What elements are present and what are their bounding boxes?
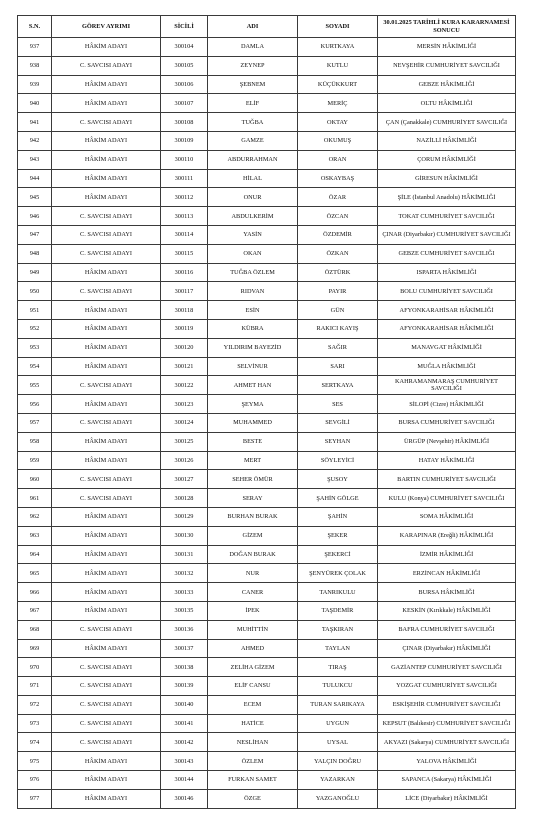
cell-duty-type: C. SAVCISI ADAYI bbox=[52, 113, 161, 132]
cell-assignment-result: GEBZE CUMHURİYET SAVCILIĞI bbox=[378, 244, 516, 263]
cell-last-name: YAZARKAN bbox=[298, 771, 378, 790]
cell-registry-no: 300116 bbox=[161, 263, 208, 282]
cell-assignment-result: AKYAZI (Sakarya) CUMHURİYET SAVCILIĞI bbox=[378, 733, 516, 752]
cell-assignment-result: LİCE (Diyarbakır) HÂKİMLİĞİ bbox=[378, 789, 516, 808]
cell-duty-type: C. SAVCISI ADAYI bbox=[52, 207, 161, 226]
cell-assignment-result: YALOVA HÂKİMLİĞİ bbox=[378, 752, 516, 771]
cell-registry-no: 300112 bbox=[161, 188, 208, 207]
cell-registry-no: 300118 bbox=[161, 301, 208, 320]
cell-first-name: HATİCE bbox=[208, 714, 298, 733]
table-row bbox=[18, 470, 516, 489]
cell-assignment-result: YOZGAT CUMHURİYET SAVCILIĞI bbox=[378, 677, 516, 696]
cell-registry-no: 300128 bbox=[161, 489, 208, 508]
cell-sn: 945 bbox=[18, 188, 52, 207]
cell-duty-type: HÂKİM ADAYI bbox=[52, 507, 161, 526]
cell-registry-no: 300131 bbox=[161, 545, 208, 564]
cell-sn: 949 bbox=[18, 263, 52, 282]
cell-last-name: TULUKCU bbox=[298, 677, 378, 696]
cell-first-name: MERT bbox=[208, 451, 298, 470]
cell-registry-no: 300111 bbox=[161, 169, 208, 188]
cell-last-name: SEVGİLİ bbox=[298, 413, 378, 432]
header-duty-type: GÖREV AYRIMI bbox=[52, 16, 161, 38]
cell-last-name: ÖZDEMİR bbox=[298, 225, 378, 244]
cell-last-name: ÖZAR bbox=[298, 188, 378, 207]
cell-first-name: ŞEYMA bbox=[208, 395, 298, 414]
cell-registry-no: 300105 bbox=[161, 56, 208, 75]
cell-duty-type: HÂKİM ADAYI bbox=[52, 395, 161, 414]
cell-duty-type: C. SAVCISI ADAYI bbox=[52, 56, 161, 75]
cell-duty-type: HÂKİM ADAYI bbox=[52, 526, 161, 545]
cell-duty-type: HÂKİM ADAYI bbox=[52, 150, 161, 169]
cell-first-name: CANER bbox=[208, 583, 298, 602]
cell-registry-no: 300142 bbox=[161, 733, 208, 752]
cell-duty-type: HÂKİM ADAYI bbox=[52, 583, 161, 602]
cell-first-name: GİZEM bbox=[208, 526, 298, 545]
cell-sn: 953 bbox=[18, 338, 52, 357]
cell-registry-no: 300130 bbox=[161, 526, 208, 545]
assignment-table bbox=[17, 15, 516, 809]
cell-registry-no: 300113 bbox=[161, 207, 208, 226]
cell-assignment-result: İZMİR HÂKİMLİĞİ bbox=[378, 545, 516, 564]
cell-sn: 955 bbox=[18, 376, 52, 395]
cell-last-name: ŞAHİN GÖLGE bbox=[298, 489, 378, 508]
cell-last-name: UYSAL bbox=[298, 733, 378, 752]
cell-first-name: AHMET HAN bbox=[208, 376, 298, 395]
cell-first-name: ÖZLEM bbox=[208, 752, 298, 771]
cell-first-name: BURHAN BURAK bbox=[208, 507, 298, 526]
cell-first-name: AHMED bbox=[208, 639, 298, 658]
header-last-name: SOYADI bbox=[298, 16, 378, 38]
cell-sn: 957 bbox=[18, 413, 52, 432]
cell-first-name: DAMLA bbox=[208, 38, 298, 57]
cell-sn: 938 bbox=[18, 56, 52, 75]
cell-assignment-result: NEVŞEHİR CUMHURİYET SAVCILIĞI bbox=[378, 56, 516, 75]
cell-duty-type: HÂKİM ADAYI bbox=[52, 451, 161, 470]
table-row bbox=[18, 94, 516, 113]
cell-duty-type: HÂKİM ADAYI bbox=[52, 319, 161, 338]
table-row bbox=[18, 56, 516, 75]
cell-assignment-result: GİRESUN HÂKİMLİĞİ bbox=[378, 169, 516, 188]
cell-duty-type: HÂKİM ADAYI bbox=[52, 564, 161, 583]
cell-assignment-result: ERZİNCAN HÂKİMLİĞİ bbox=[378, 564, 516, 583]
cell-assignment-result: ÇINAR (Diyarbakır) HÂKİMLİĞİ bbox=[378, 639, 516, 658]
cell-registry-no: 300107 bbox=[161, 94, 208, 113]
cell-registry-no: 300127 bbox=[161, 470, 208, 489]
table-row bbox=[18, 131, 516, 150]
cell-last-name: ÖZCAN bbox=[298, 207, 378, 226]
header-assignment-result: 30.01.2025 TARİHLİ KURA KARARNAMESİ SONUCU bbox=[378, 16, 516, 38]
cell-sn: 959 bbox=[18, 451, 52, 470]
cell-registry-no: 300104 bbox=[161, 38, 208, 57]
cell-duty-type: C. SAVCISI ADAYI bbox=[52, 714, 161, 733]
table-row bbox=[18, 639, 516, 658]
cell-assignment-result: SAPANCA (Sakarya) HÂKİMLİĞİ bbox=[378, 771, 516, 790]
cell-first-name: NUR bbox=[208, 564, 298, 583]
cell-sn: 974 bbox=[18, 733, 52, 752]
cell-duty-type: C. SAVCISI ADAYI bbox=[52, 282, 161, 301]
cell-sn: 958 bbox=[18, 432, 52, 451]
cell-first-name: ZELİHA GİZEM bbox=[208, 658, 298, 677]
cell-first-name: SELVİNUR bbox=[208, 357, 298, 376]
cell-duty-type: C. SAVCISI ADAYI bbox=[52, 244, 161, 263]
cell-assignment-result: KULU (Konya) CUMHURİYET SAVCILIĞI bbox=[378, 489, 516, 508]
table-row bbox=[18, 752, 516, 771]
cell-registry-no: 300110 bbox=[161, 150, 208, 169]
cell-assignment-result: BOLU CUMHURİYET SAVCILIĞI bbox=[378, 282, 516, 301]
cell-last-name: SAĞIR bbox=[298, 338, 378, 357]
cell-sn: 947 bbox=[18, 225, 52, 244]
cell-registry-no: 300121 bbox=[161, 357, 208, 376]
cell-sn: 970 bbox=[18, 658, 52, 677]
cell-duty-type: HÂKİM ADAYI bbox=[52, 789, 161, 808]
cell-assignment-result: NAZİLLİ HÂKİMLİĞİ bbox=[378, 131, 516, 150]
cell-duty-type: HÂKİM ADAYI bbox=[52, 75, 161, 94]
cell-duty-type: C. SAVCISI ADAYI bbox=[52, 489, 161, 508]
cell-registry-no: 300138 bbox=[161, 658, 208, 677]
cell-sn: 963 bbox=[18, 526, 52, 545]
table-row bbox=[18, 319, 516, 338]
cell-duty-type: HÂKİM ADAYI bbox=[52, 771, 161, 790]
cell-last-name: TANRIKULU bbox=[298, 583, 378, 602]
cell-last-name: TAŞKIRAN bbox=[298, 620, 378, 639]
table-row bbox=[18, 658, 516, 677]
cell-first-name: MUHAMMED bbox=[208, 413, 298, 432]
cell-last-name: ŞEKER bbox=[298, 526, 378, 545]
cell-duty-type: HÂKİM ADAYI bbox=[52, 301, 161, 320]
table-row bbox=[18, 75, 516, 94]
cell-sn: 948 bbox=[18, 244, 52, 263]
table-header-row bbox=[18, 16, 516, 38]
header-sn: S.N. bbox=[18, 16, 52, 38]
table-row bbox=[18, 113, 516, 132]
cell-first-name: ABDURRAHMAN bbox=[208, 150, 298, 169]
cell-duty-type: HÂKİM ADAYI bbox=[52, 94, 161, 113]
cell-first-name: MUHİTTİN bbox=[208, 620, 298, 639]
table-row bbox=[18, 376, 516, 395]
cell-sn: 977 bbox=[18, 789, 52, 808]
table-row bbox=[18, 601, 516, 620]
cell-first-name: ABDULKERİM bbox=[208, 207, 298, 226]
cell-assignment-result: TOKAT CUMHURİYET SAVCILIĞI bbox=[378, 207, 516, 226]
table-row bbox=[18, 714, 516, 733]
cell-assignment-result: ŞİLE (İstanbul Anadolu) HÂKİMLİĞİ bbox=[378, 188, 516, 207]
cell-sn: 942 bbox=[18, 131, 52, 150]
cell-registry-no: 300106 bbox=[161, 75, 208, 94]
header-first-name: ADI bbox=[208, 16, 298, 38]
table-row bbox=[18, 771, 516, 790]
cell-sn: 973 bbox=[18, 714, 52, 733]
cell-registry-no: 300135 bbox=[161, 601, 208, 620]
cell-first-name: NESLİHAN bbox=[208, 733, 298, 752]
table-row bbox=[18, 225, 516, 244]
cell-duty-type: C. SAVCISI ADAYI bbox=[52, 470, 161, 489]
cell-registry-no: 300139 bbox=[161, 677, 208, 696]
cell-first-name: ELİF CANSU bbox=[208, 677, 298, 696]
cell-last-name: SÖYLEYİCİ bbox=[298, 451, 378, 470]
cell-registry-no: 300136 bbox=[161, 620, 208, 639]
cell-last-name: ŞAHİN bbox=[298, 507, 378, 526]
cell-last-name: YAZGANOĞLU bbox=[298, 789, 378, 808]
cell-duty-type: HÂKİM ADAYI bbox=[52, 601, 161, 620]
cell-first-name: BESTE bbox=[208, 432, 298, 451]
cell-first-name: RIDVAN bbox=[208, 282, 298, 301]
cell-duty-type: C. SAVCISI ADAYI bbox=[52, 225, 161, 244]
cell-first-name: YILDIRIM BAYEZİD bbox=[208, 338, 298, 357]
cell-assignment-result: MANAVGAT HÂKİMLİĞİ bbox=[378, 338, 516, 357]
cell-assignment-result: ESKİŞEHİR CUMHURİYET SAVCILIĞI bbox=[378, 695, 516, 714]
cell-registry-no: 300140 bbox=[161, 695, 208, 714]
cell-last-name: ŞENYÜREK ÇOLAK bbox=[298, 564, 378, 583]
cell-sn: 951 bbox=[18, 301, 52, 320]
cell-first-name: SERAY bbox=[208, 489, 298, 508]
cell-registry-no: 300125 bbox=[161, 432, 208, 451]
cell-last-name: KUTLU bbox=[298, 56, 378, 75]
cell-registry-no: 300126 bbox=[161, 451, 208, 470]
cell-registry-no: 300146 bbox=[161, 789, 208, 808]
cell-sn: 941 bbox=[18, 113, 52, 132]
table-row bbox=[18, 733, 516, 752]
cell-assignment-result: AFYONKARAHİSAR HÂKİMLİĞİ bbox=[378, 319, 516, 338]
table-row bbox=[18, 244, 516, 263]
cell-assignment-result: KESKİN (Kırıkkale) HÂKİMLİĞİ bbox=[378, 601, 516, 620]
cell-first-name: TUĞBA ÖZLEM bbox=[208, 263, 298, 282]
cell-assignment-result: KAHRAMANMARAŞ CUMHURİYET SAVCILIĞI bbox=[378, 376, 516, 395]
cell-first-name: HİLAL bbox=[208, 169, 298, 188]
cell-last-name: OKTAY bbox=[298, 113, 378, 132]
cell-duty-type: HÂKİM ADAYI bbox=[52, 338, 161, 357]
cell-sn: 952 bbox=[18, 319, 52, 338]
cell-assignment-result: OLTU HÂKİMLİĞİ bbox=[378, 94, 516, 113]
cell-last-name: KÜÇÜKKURT bbox=[298, 75, 378, 94]
cell-last-name: SERTKAYA bbox=[298, 376, 378, 395]
cell-registry-no: 300109 bbox=[161, 131, 208, 150]
cell-assignment-result: MERSİN HÂKİMLİĞİ bbox=[378, 38, 516, 57]
table-row bbox=[18, 432, 516, 451]
cell-first-name: ZEYNEP bbox=[208, 56, 298, 75]
table-row bbox=[18, 620, 516, 639]
cell-last-name: TURAN SARIKAYA bbox=[298, 695, 378, 714]
cell-assignment-result: HATAY HÂKİMLİĞİ bbox=[378, 451, 516, 470]
cell-assignment-result: ISPARTA HÂKİMLİĞİ bbox=[378, 263, 516, 282]
cell-sn: 969 bbox=[18, 639, 52, 658]
cell-duty-type: HÂKİM ADAYI bbox=[52, 357, 161, 376]
cell-registry-no: 300137 bbox=[161, 639, 208, 658]
cell-registry-no: 300115 bbox=[161, 244, 208, 263]
cell-registry-no: 300132 bbox=[161, 564, 208, 583]
cell-sn: 968 bbox=[18, 620, 52, 639]
cell-duty-type: HÂKİM ADAYI bbox=[52, 188, 161, 207]
cell-registry-no: 300119 bbox=[161, 319, 208, 338]
cell-registry-no: 300114 bbox=[161, 225, 208, 244]
cell-duty-type: HÂKİM ADAYI bbox=[52, 263, 161, 282]
cell-last-name: SARI bbox=[298, 357, 378, 376]
cell-sn: 966 bbox=[18, 583, 52, 602]
cell-first-name: SEHER ÖMÜR bbox=[208, 470, 298, 489]
cell-assignment-result: SOMA HÂKİMLİĞİ bbox=[378, 507, 516, 526]
cell-registry-no: 300133 bbox=[161, 583, 208, 602]
table-row bbox=[18, 489, 516, 508]
cell-last-name: PAYIR bbox=[298, 282, 378, 301]
cell-sn: 976 bbox=[18, 771, 52, 790]
table-row bbox=[18, 150, 516, 169]
table-row bbox=[18, 301, 516, 320]
table-row bbox=[18, 695, 516, 714]
cell-first-name: ECEM bbox=[208, 695, 298, 714]
cell-last-name: SEYHAN bbox=[298, 432, 378, 451]
cell-first-name: GAMZE bbox=[208, 131, 298, 150]
table-row bbox=[18, 413, 516, 432]
table-row bbox=[18, 169, 516, 188]
cell-duty-type: HÂKİM ADAYI bbox=[52, 545, 161, 564]
cell-registry-no: 300144 bbox=[161, 771, 208, 790]
cell-sn: 944 bbox=[18, 169, 52, 188]
cell-sn: 975 bbox=[18, 752, 52, 771]
table-row bbox=[18, 583, 516, 602]
cell-assignment-result: ÇAN (Çanakkale) CUMHURİYET SAVCILIĞI bbox=[378, 113, 516, 132]
cell-last-name: OSKAYBAŞ bbox=[298, 169, 378, 188]
cell-duty-type: C. SAVCISI ADAYI bbox=[52, 413, 161, 432]
cell-last-name: KURTKAYA bbox=[298, 38, 378, 57]
cell-first-name: ŞEBNEM bbox=[208, 75, 298, 94]
cell-sn: 956 bbox=[18, 395, 52, 414]
cell-sn: 939 bbox=[18, 75, 52, 94]
cell-registry-no: 300123 bbox=[161, 395, 208, 414]
cell-sn: 954 bbox=[18, 357, 52, 376]
cell-duty-type: C. SAVCISI ADAYI bbox=[52, 695, 161, 714]
cell-first-name: YASİN bbox=[208, 225, 298, 244]
cell-last-name: ŞUSOY bbox=[298, 470, 378, 489]
table-row bbox=[18, 507, 516, 526]
cell-sn: 962 bbox=[18, 507, 52, 526]
cell-last-name: SES bbox=[298, 395, 378, 414]
cell-first-name: ONUR bbox=[208, 188, 298, 207]
table-row bbox=[18, 207, 516, 226]
cell-first-name: ESİN bbox=[208, 301, 298, 320]
cell-first-name: ELİF bbox=[208, 94, 298, 113]
table-row bbox=[18, 395, 516, 414]
table-row bbox=[18, 188, 516, 207]
cell-assignment-result: GEBZE HÂKİMLİĞİ bbox=[378, 75, 516, 94]
cell-first-name: ÖZGE bbox=[208, 789, 298, 808]
cell-sn: 961 bbox=[18, 489, 52, 508]
cell-last-name: GÜN bbox=[298, 301, 378, 320]
cell-sn: 971 bbox=[18, 677, 52, 696]
cell-assignment-result: GAZİANTEP CUMHURİYET SAVCILIĞI bbox=[378, 658, 516, 677]
cell-duty-type: HÂKİM ADAYI bbox=[52, 752, 161, 771]
cell-first-name: İPEK bbox=[208, 601, 298, 620]
cell-last-name: ORAN bbox=[298, 150, 378, 169]
cell-sn: 943 bbox=[18, 150, 52, 169]
cell-sn: 950 bbox=[18, 282, 52, 301]
table-row bbox=[18, 451, 516, 470]
table-row bbox=[18, 357, 516, 376]
cell-sn: 946 bbox=[18, 207, 52, 226]
cell-first-name: KÜBRA bbox=[208, 319, 298, 338]
table-row bbox=[18, 282, 516, 301]
table-row bbox=[18, 263, 516, 282]
cell-last-name: ÖZTÜRK bbox=[298, 263, 378, 282]
cell-assignment-result: ÇORUM HÂKİMLİĞİ bbox=[378, 150, 516, 169]
cell-last-name: UYGUN bbox=[298, 714, 378, 733]
cell-first-name: FURKAN SAMET bbox=[208, 771, 298, 790]
cell-registry-no: 300117 bbox=[161, 282, 208, 301]
table-row bbox=[18, 789, 516, 808]
cell-assignment-result: MUĞLA HÂKİMLİĞİ bbox=[378, 357, 516, 376]
cell-duty-type: HÂKİM ADAYI bbox=[52, 639, 161, 658]
cell-last-name: TAŞDEMİR bbox=[298, 601, 378, 620]
cell-duty-type: C. SAVCISI ADAYI bbox=[52, 376, 161, 395]
cell-registry-no: 300141 bbox=[161, 714, 208, 733]
cell-duty-type: C. SAVCISI ADAYI bbox=[52, 677, 161, 696]
cell-sn: 967 bbox=[18, 601, 52, 620]
table-row bbox=[18, 677, 516, 696]
cell-last-name: ŞEKERCİ bbox=[298, 545, 378, 564]
cell-assignment-result: SİLOPİ (Cizre) HÂKİMLİĞİ bbox=[378, 395, 516, 414]
cell-assignment-result: ÇINAR (Diyarbakır) CUMHURİYET SAVCILIĞI bbox=[378, 225, 516, 244]
cell-duty-type: HÂKİM ADAYI bbox=[52, 432, 161, 451]
cell-assignment-result: BAFRA CUMHURİYET SAVCILIĞI bbox=[378, 620, 516, 639]
cell-duty-type: C. SAVCISI ADAYI bbox=[52, 620, 161, 639]
cell-last-name: TIRAŞ bbox=[298, 658, 378, 677]
cell-sn: 940 bbox=[18, 94, 52, 113]
header-registry-no: SİCİLİ bbox=[161, 16, 208, 38]
cell-last-name: RAKICI KAYIŞ bbox=[298, 319, 378, 338]
cell-sn: 960 bbox=[18, 470, 52, 489]
table-row bbox=[18, 545, 516, 564]
cell-sn: 965 bbox=[18, 564, 52, 583]
cell-assignment-result: KEPSUT (Balıkesir) CUMHURİYET SAVCILIĞI bbox=[378, 714, 516, 733]
cell-registry-no: 300129 bbox=[161, 507, 208, 526]
table-row bbox=[18, 526, 516, 545]
cell-assignment-result: KARAPINAR (Ereğli) HÂKİMLİĞİ bbox=[378, 526, 516, 545]
cell-registry-no: 300120 bbox=[161, 338, 208, 357]
cell-registry-no: 300143 bbox=[161, 752, 208, 771]
cell-assignment-result: ÜRGÜP (Nevşehir) HÂKİMLİĞİ bbox=[378, 432, 516, 451]
cell-sn: 972 bbox=[18, 695, 52, 714]
cell-duty-type: C. SAVCISI ADAYI bbox=[52, 658, 161, 677]
cell-sn: 937 bbox=[18, 38, 52, 57]
cell-assignment-result: AFYONKARAHİSAR HÂKİMLİĞİ bbox=[378, 301, 516, 320]
cell-first-name: TUĞBA bbox=[208, 113, 298, 132]
table-row bbox=[18, 564, 516, 583]
cell-duty-type: HÂKİM ADAYI bbox=[52, 169, 161, 188]
cell-assignment-result: BURSA HÂKİMLİĞİ bbox=[378, 583, 516, 602]
cell-first-name: DOĞAN BURAK bbox=[208, 545, 298, 564]
cell-last-name: YALÇIN DOĞRU bbox=[298, 752, 378, 771]
cell-last-name: OKUMUŞ bbox=[298, 131, 378, 150]
cell-duty-type: HÂKİM ADAYI bbox=[52, 131, 161, 150]
cell-registry-no: 300122 bbox=[161, 376, 208, 395]
cell-duty-type: C. SAVCISI ADAYI bbox=[52, 733, 161, 752]
cell-last-name: TAYLAN bbox=[298, 639, 378, 658]
cell-last-name: ÖZKAN bbox=[298, 244, 378, 263]
cell-assignment-result: BARTIN CUMHURİYET SAVCILIĞI bbox=[378, 470, 516, 489]
cell-first-name: OKAN bbox=[208, 244, 298, 263]
cell-sn: 964 bbox=[18, 545, 52, 564]
cell-assignment-result: BURSA CUMHURİYET SAVCILIĞI bbox=[378, 413, 516, 432]
cell-registry-no: 300124 bbox=[161, 413, 208, 432]
cell-duty-type: HÂKİM ADAYI bbox=[52, 38, 161, 57]
cell-last-name: MERİÇ bbox=[298, 94, 378, 113]
table-row bbox=[18, 38, 516, 57]
cell-registry-no: 300108 bbox=[161, 113, 208, 132]
table-row bbox=[18, 338, 516, 357]
